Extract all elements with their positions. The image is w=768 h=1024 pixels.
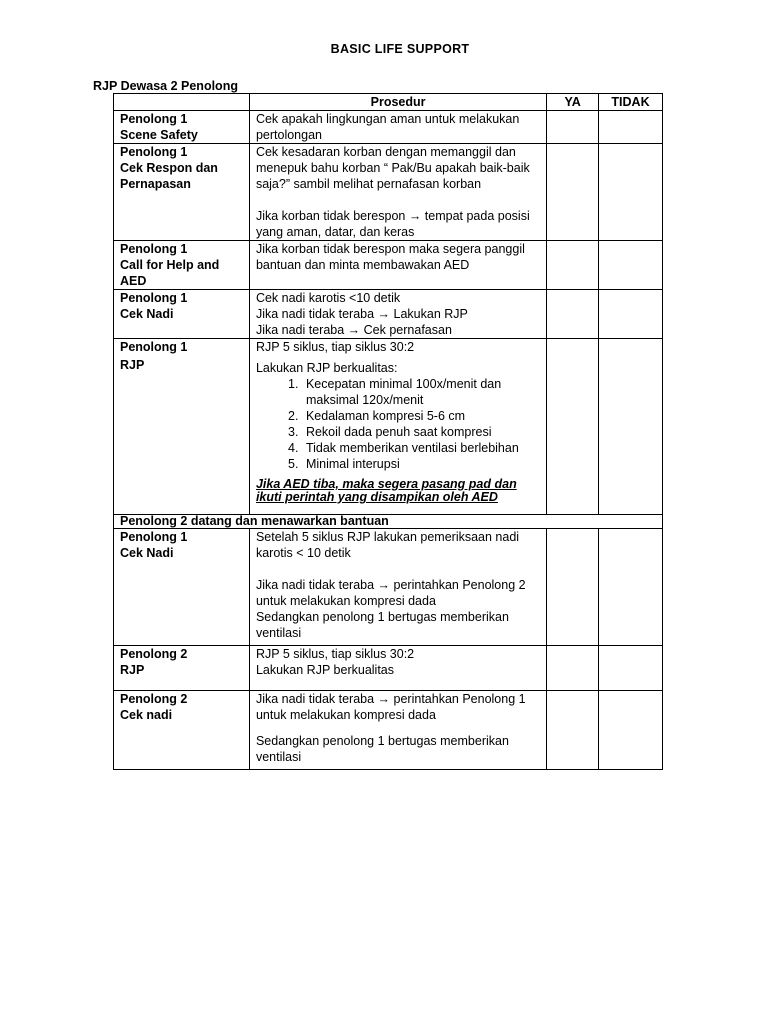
ya-checkbox-cell[interactable]	[547, 144, 599, 241]
step-name: Call for Help and AED	[120, 258, 220, 288]
step-name: Cek nadi	[120, 708, 173, 722]
role-cell	[114, 144, 250, 241]
role-name: Penolong 2	[120, 692, 188, 706]
header-ya: YA	[547, 94, 599, 111]
procedure-text: Sedangkan penolong 1 bertugas memberikan ventilasi	[255, 734, 509, 764]
procedure-text: Lakukan RJP berkualitas	[255, 663, 394, 677]
role-cell	[114, 529, 250, 646]
role-name: Penolong 1	[120, 145, 188, 159]
procedure-table	[113, 93, 663, 770]
role-name: Penolong 1	[120, 242, 188, 256]
tidak-checkbox-cell[interactable]	[599, 339, 663, 515]
procedure-cell	[249, 241, 546, 290]
list-item: 1. Kecepatan minimal 100x/menit dan maksimal 120x/menit	[302, 376, 540, 408]
table-row	[114, 241, 663, 290]
ya-checkbox-cell[interactable]	[547, 691, 599, 770]
step-name: Cek Respon dan Pernapasan	[120, 161, 218, 191]
list-item: 5. Minimal interupsi	[302, 456, 540, 472]
header-prosedur: Prosedur	[249, 94, 546, 111]
procedure-text: Jika nadi teraba → Cek pernafasan	[255, 323, 452, 337]
list-item: 2. Kedalaman kompresi 5-6 cm	[302, 408, 540, 424]
role-cell	[114, 111, 250, 144]
procedure-cell	[249, 691, 546, 770]
role-cell	[114, 339, 250, 515]
step-name: Cek Nadi	[120, 307, 174, 321]
header-tidak: TIDAK	[599, 94, 663, 111]
tidak-checkbox-cell[interactable]	[599, 290, 663, 339]
tidak-checkbox-cell[interactable]	[599, 241, 663, 290]
section-row	[114, 515, 663, 529]
step-name: Cek Nadi	[120, 546, 174, 560]
table-row	[114, 111, 663, 144]
role-name: Penolong 1	[120, 291, 188, 305]
document-subtitle: RJP Dewasa 2 Penolong	[93, 79, 238, 93]
table-row	[114, 691, 663, 770]
header-role	[114, 94, 250, 111]
role-name: Penolong 1	[120, 530, 188, 544]
step-name: RJP	[120, 358, 145, 372]
procedure-cell	[249, 646, 546, 691]
table-row	[114, 646, 663, 691]
role-cell	[114, 691, 250, 770]
role-cell	[114, 241, 250, 290]
tidak-checkbox-cell[interactable]	[599, 646, 663, 691]
table-row	[114, 339, 663, 515]
ya-checkbox-cell[interactable]	[547, 290, 599, 339]
table-row	[114, 290, 663, 339]
ya-checkbox-cell[interactable]	[547, 529, 599, 646]
procedure-cell	[249, 529, 546, 646]
role-cell	[114, 646, 250, 691]
document-title: BASIC LIFE SUPPORT	[330, 42, 470, 56]
procedure-cell	[249, 111, 546, 144]
procedure-cell	[249, 144, 546, 241]
tidak-checkbox-cell[interactable]	[599, 111, 663, 144]
procedure-text: RJP 5 siklus, tiap siklus 30:2	[255, 647, 415, 661]
table-row	[114, 529, 663, 646]
list-item: 4. Tidak memberikan ventilasi berlebihan	[302, 440, 540, 456]
ya-checkbox-cell[interactable]	[547, 339, 599, 515]
procedure-text: Cek nadi karotis <10 detik	[255, 291, 401, 305]
ya-checkbox-cell[interactable]	[547, 241, 599, 290]
list-item: 3. Rekoil dada penuh saat kompresi	[302, 424, 540, 440]
role-name: Penolong 1	[120, 340, 188, 354]
procedure-text: RJP 5 siklus, tiap siklus 30:2	[255, 340, 415, 354]
tidak-checkbox-cell[interactable]	[599, 529, 663, 646]
role-name: Penolong 1	[120, 112, 188, 126]
procedure-text: Setelah 5 siklus RJP lakukan pemeriksaan nadi karotis < 10 detik	[255, 530, 520, 560]
procedure-text: Sedangkan penolong 1 bertugas memberikan ventilasi	[255, 610, 509, 640]
ya-checkbox-cell[interactable]	[547, 111, 599, 144]
quality-list	[256, 376, 540, 472]
procedure-cell	[249, 339, 546, 515]
section-heading: Penolong 2 datang dan menawarkan bantuan	[114, 515, 663, 529]
step-name: Scene Safety	[120, 128, 198, 142]
procedure-text: Jika nadi tidak teraba → perintahkan Penolong 1 untuk melakukan kompresi dada	[255, 692, 526, 722]
procedure-text: Lakukan RJP berkualitas:	[255, 361, 398, 375]
tidak-checkbox-cell[interactable]	[599, 691, 663, 770]
procedure-text: Cek kesadaran korban dengan memanggil dan menepuk bahu korban “ Pak/Bu apakah baik-baik saja?” sambil melihat pernafasan korban	[255, 145, 530, 191]
role-cell	[114, 290, 250, 339]
table-row	[114, 144, 663, 241]
procedure-text: Jika nadi tidak teraba → perintahkan Penolong 2 untuk melakukan kompresi dada	[255, 578, 526, 608]
role-name: Penolong 2	[120, 647, 188, 661]
procedure-cell	[249, 290, 546, 339]
table-header-row	[114, 94, 663, 111]
procedure-text: Cek apakah lingkungan aman untuk melakukan pertolongan	[255, 112, 520, 142]
procedure-text: Jika nadi tidak teraba → Lakukan RJP	[255, 307, 468, 321]
aed-note: Jika AED tiba, maka segera pasang pad dan ikuti perintah yang disampikan oleh AED	[255, 477, 517, 504]
procedure-text: Jika korban tidak berespon maka segera panggil bantuan dan minta membawakan AED	[255, 242, 525, 272]
ya-checkbox-cell[interactable]	[547, 646, 599, 691]
procedure-text: Jika korban tidak berespon → tempat pada posisi yang aman, datar, dan keras	[255, 209, 530, 239]
tidak-checkbox-cell[interactable]	[599, 144, 663, 241]
step-name: RJP	[120, 663, 145, 677]
